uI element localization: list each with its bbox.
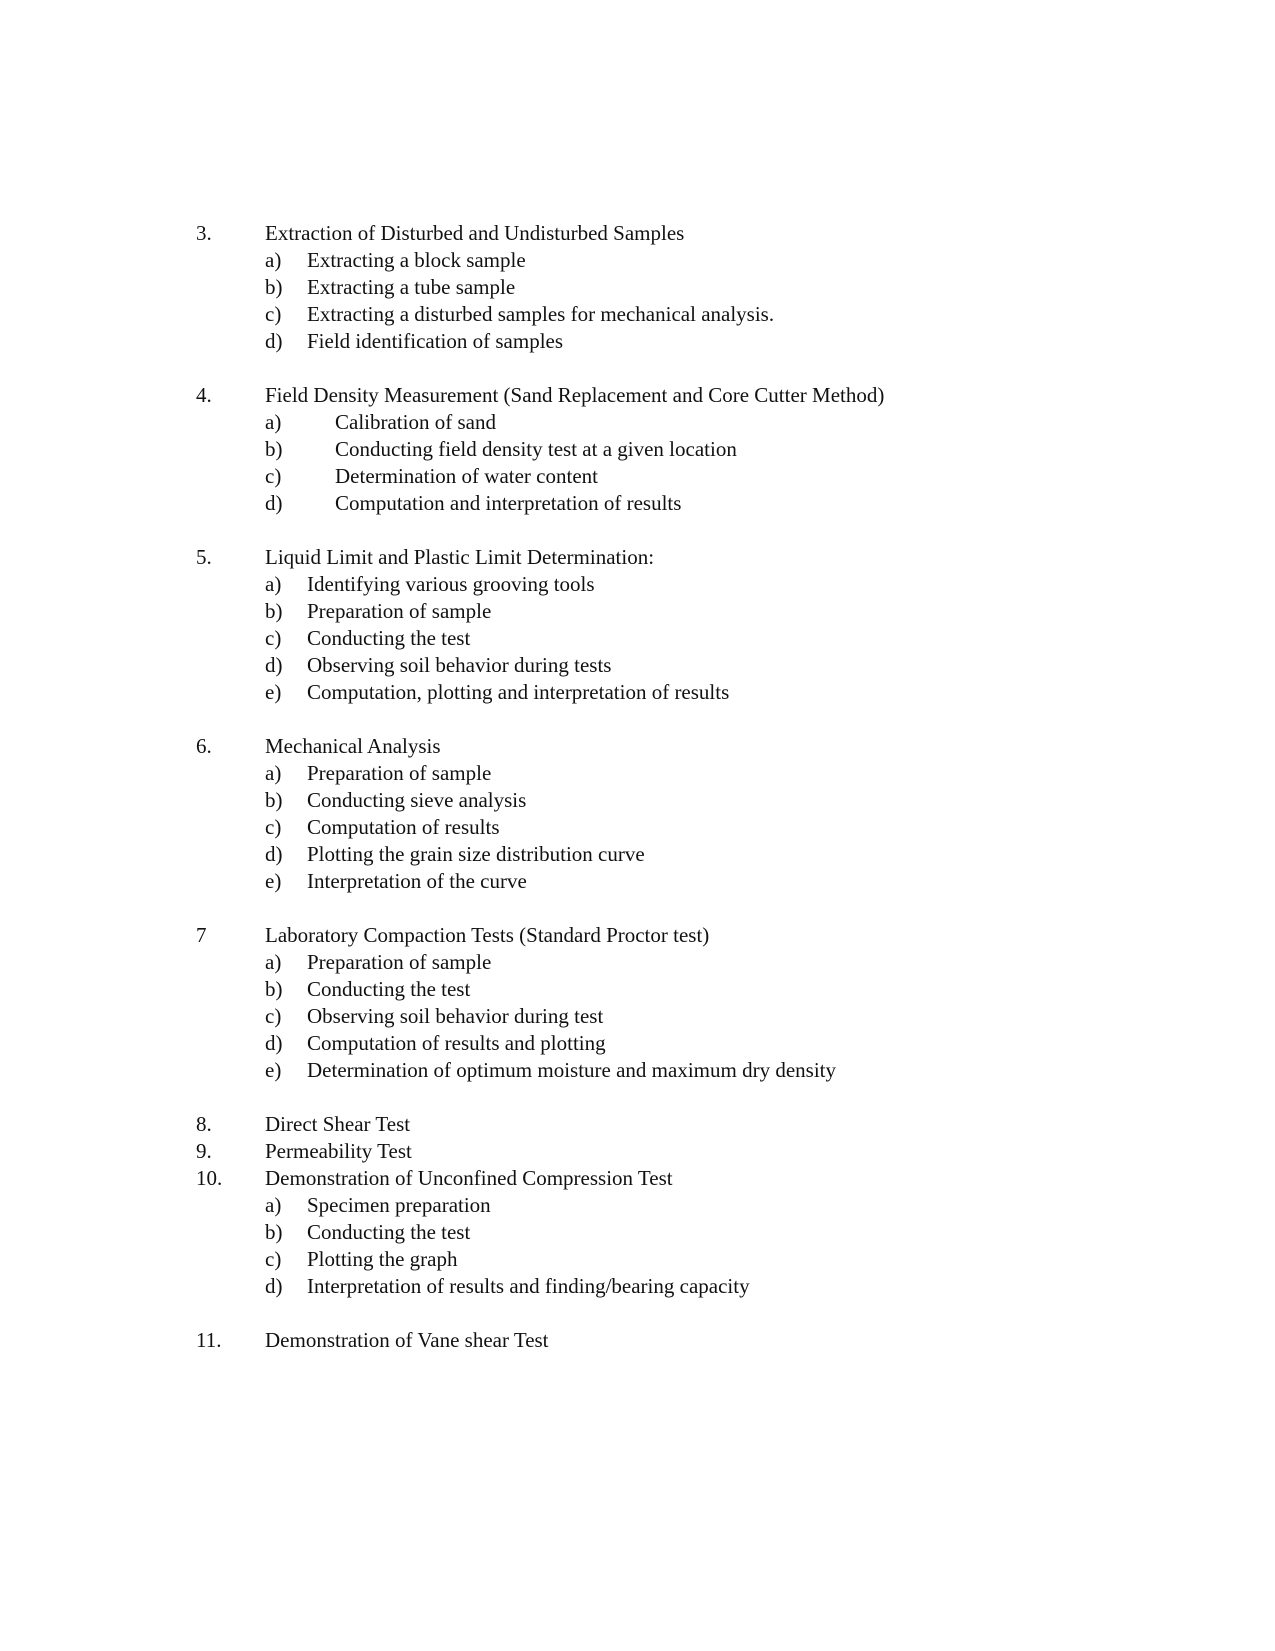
item-letter: c)	[265, 302, 282, 326]
section-number: 4.	[196, 383, 212, 407]
item-text: Observing soil behavior during tests	[307, 653, 612, 677]
item-text: Interpretation of the curve	[307, 869, 527, 893]
item-text: Extracting a block sample	[307, 248, 526, 272]
list-item	[0, 841, 1275, 868]
list-item	[0, 1057, 1275, 1084]
list-item	[0, 1192, 1275, 1219]
list-item	[0, 274, 1275, 301]
section-title: Direct Shear Test	[265, 1112, 411, 1136]
item-letter: e)	[265, 869, 282, 893]
item-text: Computation, plotting and interpretation of results	[307, 680, 730, 704]
item-text: Conducting field density test at a given location	[335, 437, 737, 461]
item-letter: b)	[265, 599, 283, 623]
section-4	[0, 382, 1275, 517]
section-heading	[0, 1327, 1275, 1354]
item-letter: a)	[265, 410, 282, 434]
section-heading	[0, 1165, 1275, 1192]
item-text: Conducting sieve analysis	[307, 788, 527, 812]
section-heading	[0, 1138, 1275, 1165]
item-text: Determination of optimum moisture and maximum dry density	[307, 1058, 836, 1082]
list-item	[0, 949, 1275, 976]
item-letter: a)	[265, 950, 282, 974]
item-text: Conducting the test	[307, 626, 471, 650]
item-letter: d)	[265, 842, 283, 866]
list-item	[0, 436, 1275, 463]
item-letter: d)	[265, 329, 283, 353]
section-title: Mechanical Analysis	[265, 734, 441, 758]
item-letter: c)	[265, 1247, 282, 1271]
section-title: Laboratory Compaction Tests (Standard Proctor test)	[265, 923, 710, 947]
list-item	[0, 1219, 1275, 1246]
section-number: 9.	[196, 1139, 212, 1163]
section-title: Demonstration of Unconfined Compression Test	[265, 1166, 673, 1190]
section-11	[0, 1327, 1275, 1354]
list-item	[0, 1246, 1275, 1273]
section-heading	[0, 922, 1275, 949]
item-text: Extracting a tube sample	[307, 275, 516, 299]
list-item	[0, 976, 1275, 1003]
item-letter: a)	[265, 572, 282, 596]
item-text: Conducting the test	[307, 977, 471, 1001]
section-8	[0, 1111, 1275, 1138]
section-heading	[0, 382, 1275, 409]
section-number: 3.	[196, 221, 212, 245]
item-letter: b)	[265, 275, 283, 299]
list-item	[0, 760, 1275, 787]
section-number: 5.	[196, 545, 212, 569]
item-letter: b)	[265, 1220, 283, 1244]
item-letter: d)	[265, 1031, 283, 1055]
item-text: Computation and interpretation of results	[335, 491, 682, 515]
list-item	[0, 1003, 1275, 1030]
list-item	[0, 328, 1275, 355]
section-5	[0, 544, 1275, 706]
section-title: Extraction of Disturbed and Undisturbed Samples	[265, 221, 685, 245]
list-item	[0, 463, 1275, 490]
list-item	[0, 814, 1275, 841]
item-letter: b)	[265, 788, 283, 812]
item-text: Observing soil behavior during test	[307, 1004, 604, 1028]
item-letter: b)	[265, 437, 283, 461]
section-title: Demonstration of Vane shear Test	[265, 1328, 549, 1352]
section-title: Liquid Limit and Plastic Limit Determination:	[265, 545, 655, 569]
item-text: Field identification of samples	[307, 329, 564, 353]
item-letter: c)	[265, 464, 282, 488]
section-number: 6.	[196, 734, 212, 758]
list-item	[0, 625, 1275, 652]
section-number: 11.	[196, 1328, 222, 1352]
item-text: Preparation of sample	[307, 761, 492, 785]
section-title: Field Density Measurement (Sand Replacement and Core Cutter Method)	[265, 383, 885, 407]
item-letter: b)	[265, 977, 283, 1001]
section-heading	[0, 544, 1275, 571]
item-letter: e)	[265, 1058, 282, 1082]
list-item	[0, 490, 1275, 517]
item-text: Conducting the test	[307, 1220, 471, 1244]
item-letter: a)	[265, 761, 282, 785]
list-item	[0, 571, 1275, 598]
item-text: Identifying various grooving tools	[307, 572, 595, 596]
list-item	[0, 679, 1275, 706]
item-letter: d)	[265, 653, 283, 677]
item-text: Computation of results and plotting	[307, 1031, 606, 1055]
list-item	[0, 652, 1275, 679]
item-letter: a)	[265, 248, 282, 272]
list-item	[0, 1273, 1275, 1300]
item-text: Specimen preparation	[307, 1193, 491, 1217]
item-text: Preparation of sample	[307, 599, 492, 623]
section-heading	[0, 220, 1275, 247]
section-number: 7	[196, 923, 207, 947]
item-text: Plotting the grain size distribution curve	[307, 842, 645, 866]
section-10	[0, 1165, 1275, 1300]
item-letter: a)	[265, 1193, 282, 1217]
item-text: Extracting a disturbed samples for mechanical analysis.	[307, 302, 775, 326]
item-text: Preparation of sample	[307, 950, 492, 974]
item-text: Plotting the graph	[307, 1247, 458, 1271]
item-letter: d)	[265, 1274, 283, 1298]
list-item	[0, 787, 1275, 814]
section-3	[0, 220, 1275, 355]
section-heading	[0, 733, 1275, 760]
list-item	[0, 598, 1275, 625]
section-number: 10.	[196, 1166, 223, 1190]
section-heading	[0, 1111, 1275, 1138]
item-text: Computation of results	[307, 815, 500, 839]
document-body	[0, 220, 1275, 1381]
section-title: Permeability Test	[265, 1139, 412, 1163]
item-letter: c)	[265, 1004, 282, 1028]
item-letter: e)	[265, 680, 282, 704]
item-text: Interpretation of results and finding/bearing capacity	[307, 1274, 750, 1298]
item-letter: d)	[265, 491, 283, 515]
section-9	[0, 1138, 1275, 1165]
section-6	[0, 733, 1275, 895]
list-item	[0, 301, 1275, 328]
list-item	[0, 247, 1275, 274]
list-item	[0, 1030, 1275, 1057]
section-number: 8.	[196, 1112, 212, 1136]
item-letter: c)	[265, 626, 282, 650]
list-item	[0, 409, 1275, 436]
item-text: Determination of water content	[335, 464, 598, 488]
list-item	[0, 868, 1275, 895]
item-letter: c)	[265, 815, 282, 839]
item-text: Calibration of sand	[335, 410, 496, 434]
section-7	[0, 922, 1275, 1084]
